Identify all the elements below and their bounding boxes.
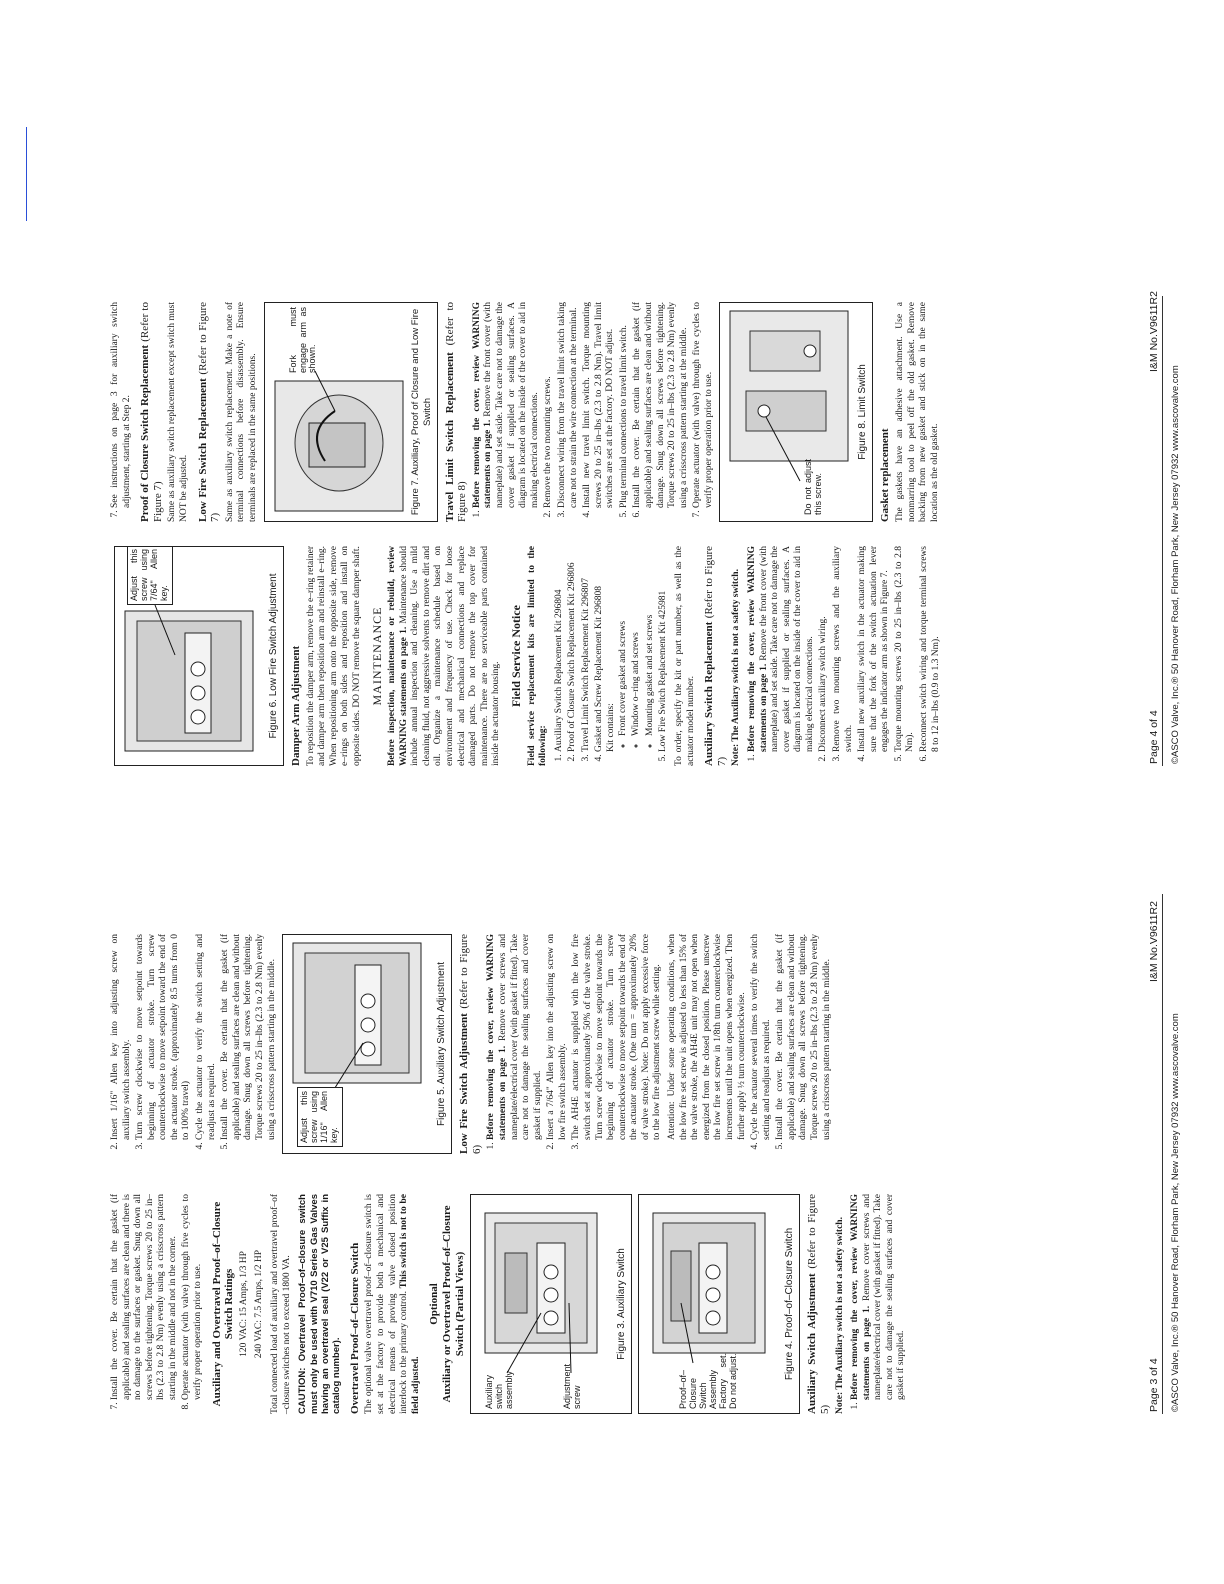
install-steps <box>110 1194 205 1414</box>
damper-text: To reposition the damper arm, remove the e–ring retainer and damper arm then reposition arm and reinstall e–ring. When repositioning arm onto the opposite side, remove e–rings on both sides and reposition and install on opposite sides. DO NOT remove the square damper shaft. <box>305 546 362 766</box>
step-8: 8. Operate actuator (with valve) through five cycles to verify proper operation prior to use. <box>181 1194 204 1400</box>
kit-2: 2. Proof of Closure Switch Replacement Kit 296806 <box>567 546 579 752</box>
maintenance-text <box>387 546 503 766</box>
overtravel-heading: Overtravel Proof–of–Closure Switch <box>348 1242 361 1414</box>
ar-step-6: 6. Reconnect switch wiring and torque terminal screws 8 to 12 in–lbs (0.9 to 1.3 Nm). <box>919 546 942 752</box>
ar-step-3: 3. Remove two mounting screws and the auxiliary switch. <box>832 546 855 752</box>
page3-column-2 <box>110 934 837 1154</box>
lowfire-adjustment-ref: (Refer to Figure 6) <box>458 934 483 1154</box>
figure-4 <box>638 1194 800 1414</box>
ar-step-7: 7. See instructions on page 3 for auxiliary switch adjustment, starting at Step 2. <box>110 302 133 508</box>
page3-im-number: I&M No.V9611R2 <box>1148 901 1160 982</box>
aux-adjustment-title: Auxiliary Switch Adjustment <box>806 1273 819 1414</box>
aux-step-1-body: Remove cover screws and nameplate/electrical cover (with gasket if fitted). Take care not to damage the sealing surfaces and cover gasket if supplied. <box>861 1194 907 1400</box>
aux-replacement-ref: (Refer to Figure 7) <box>703 545 728 766</box>
figure-8-caption: Figure 8. Limit Switch <box>857 364 869 460</box>
kit-list <box>554 546 670 766</box>
figure-6-caption: Figure 6. Low Fire Switch Adjustment <box>267 573 279 739</box>
lowfire-adjustment-title: Low Fire Switch Adjustment <box>458 1013 471 1154</box>
lf-step-5: 5. Install the cover. Be certain that the gasket (if applicable) and sealing surfaces are clean and without damage. Snug down all screws before tightening. Torque screws 20 to 25 in–lbs (2.3 to 2.8 Nm) evenly using a crisscross pattern starting in the middle. <box>775 934 833 1140</box>
gasket-text: The gaskets have an adhesive attachment. Use a nonmarring tool to peel off the old gasket. Remove backing from new gasket and stick on in the same location as the old gasket. <box>895 302 940 522</box>
tl-step-5: 5. Plug terminal connections to travel limit switch. <box>619 302 631 508</box>
aux-adjustment-ref: (Refer to Figure 5) <box>806 1194 831 1414</box>
poc-switch-assembly-callout: Proof–of–Closure Switch Assembly <box>678 1369 718 1409</box>
kit-1: 1. Auxiliary Switch Replacement Kit 296804 <box>554 546 566 752</box>
aux-adjust-steps-cont <box>110 934 278 1154</box>
field-service-intro: Field service replacement kits are limited to the following: <box>526 546 549 766</box>
aux-step-5: 5. Install the cover. Be certain that the gasket (if applicable) and sealing surfaces are clean and without damage. Snug down all screws before tightening. Torque screws 20 to 25 in–lbs (2.3 to 2.8 Nm) evenly using a crisscross pattern starting in the middle. <box>220 934 278 1140</box>
tl-step-4: 4. Install new travel limit switch. Torque mounting screws 20 to 25 in–lbs (2.3 to 2.8 Nm). Travel limit switches are set at the factory. DO NOT adjust. <box>582 302 617 508</box>
field-service-heading: Field Service Notice <box>508 605 523 707</box>
adjustment-screw-callout: Adjustment screw <box>562 1363 583 1409</box>
lf-step-1-warning: Before removing the cover, review WARNING statements on page 1. <box>486 934 508 1140</box>
page3-column-1 <box>110 1194 912 1414</box>
lowfire-steps <box>486 934 833 1154</box>
aux-step-2: 2. Insert 1/16" Allen key into adjusting screw on auxiliary switch assembly. <box>110 934 133 1140</box>
poc-replacement-title: Proof of Closure Switch Replacement <box>139 344 152 522</box>
aux-step-4: 4. Cycle the actuator to verify the switch setting and readjust as required. <box>195 934 218 1140</box>
aux-replacement-note: Note: The Auxiliary switch is not a safety switch. <box>731 569 742 766</box>
page3-number: Page 3 of 4 <box>1148 1358 1160 1412</box>
do-not-adjust-callout: Do not adjust this screw. <box>803 459 824 515</box>
ratings-heading: Auxiliary and Overtravel Proof–of–Closure Switch Ratings <box>210 1201 236 1407</box>
lowfire-replacement-heading <box>197 302 222 522</box>
poc-replacement-ref: (Refer to Figure 7) <box>139 302 164 522</box>
lowfire-replacement-title: Low Fire Switch Replacement <box>196 378 209 522</box>
lf-step-1-body: Remove cover screws and nameplate/electrical cover (with gasket if fitted). Take care not to damage the sealing surfaces and cover gasket if supplied. <box>497 934 543 1140</box>
kit-5: 5. Low Fire Switch Replacement Kit 425981 <box>658 546 670 752</box>
page4-column-2 <box>110 302 945 522</box>
page4-footer-company: ©ASCO Valve, Inc.® 50 Hanover Road, Florham Park, New Jersey 07932 www.ascovalve.com <box>1170 365 1181 764</box>
kit-contains: Kit contains: <box>606 703 617 752</box>
fork-callout: Fork must engage arm as shown. <box>287 307 318 373</box>
page4-im-number: I&M No.V9611R2 <box>1148 291 1160 372</box>
tl-step-3: 3. Disconnect wiring from the travel limit switch taking care not to strain the wire connection at the terminal. <box>557 302 580 508</box>
tl-step-7: 7. Operate actuator (with valve) through five cycles to verify proper operation prior to use. <box>692 302 715 508</box>
rating-120vac: 120 VAC: 15 Amps, 1/3 HP <box>238 1251 249 1357</box>
figure-4-caption: Figure 4. Proof–of–Closure Switch <box>784 1227 796 1381</box>
lf-step-1 <box>486 934 544 1140</box>
lf-attention: Attention: Under some operating conditions, when the low fire set screw is adjusted to less than 15% of the valve stroke, the AH4E unit may not open when energized from the closed position. Please unscrew the low fire set screw in 1/8th turn counterclockwise increments until the unit opens when energized. Then further apply ½ turn counterclockwise. <box>667 934 747 1140</box>
page3-footer-rule <box>1162 894 1163 1414</box>
figure-7-caption: Figure 7. Auxiliary, Proof of Closure and Low Fire Switch <box>410 308 434 516</box>
kit-4-contents <box>618 546 657 752</box>
kit-3: 3. Travel Limit Switch Replacement Kit 296807 <box>581 546 593 752</box>
fig6-callout: Adjust this screw using 7/64" Allen key. <box>127 546 173 605</box>
kit-4-item-1: ◦ Front cover gasket and screws <box>618 546 630 736</box>
poc-replacement-heading <box>139 302 164 522</box>
aux-note: Note: The Auxiliary switch is not a safety switch. <box>834 1217 845 1414</box>
page3-footer-company: ©ASCO Valve, Inc.® 50 Hanover Road, Florham Park, New Jersey 07932 www.ascovalve.com <box>1170 1013 1181 1412</box>
aux-replacement-heading <box>703 546 728 766</box>
aux-adjustment-heading <box>806 1194 831 1414</box>
limit-switch-illustration <box>720 302 872 521</box>
overtravel-warning: This switch is not to be field adjusted. <box>399 1193 421 1414</box>
page4-column-1 <box>110 546 946 766</box>
lowfire-adjustment-heading <box>458 934 483 1154</box>
travel-limit-heading <box>444 302 469 522</box>
order-text: To order, specify the kit or part number, as well as the actuator model number. <box>673 546 696 766</box>
kit-4-item-3: ◦ Mounting gasket and set screws <box>645 546 657 736</box>
page-4 <box>0 2 1224 792</box>
aux-replacement-steps-cont <box>110 302 133 522</box>
tl-step-1 <box>472 302 541 508</box>
maintenance-warning: Before inspection, maintenance or rebuild, review WARNING statements on page 1. <box>387 546 409 766</box>
ar-step-4: 4. Install new auxiliary switch in the actuator making sure that the fork of the switch actuation lever engages the indicator arm as shown in Figure 7. <box>857 546 892 752</box>
lf-step-3 <box>571 934 748 1140</box>
tl-step-1-warning: Before removing the cover, review WARNING statements on page 1. <box>471 302 494 508</box>
damper-heading: Damper Arm Adjustment <box>290 645 302 766</box>
figure-7 <box>264 302 438 522</box>
fig5-callout: Adjust this screw using 1/16" Allen key. <box>297 1087 343 1147</box>
page4-number: Page 4 of 4 <box>1148 710 1160 764</box>
load-text: Total connected load of auxiliary and overtravel proof–of –closure switches not to exceed 1800 VA. <box>270 1194 292 1414</box>
lf-step-3-body: The AH4E actuator is supplied with the low fire switch set at approximately 50% of the valve stroke. Turn screw clockwise to move setpoint towards the beginning of actuator stroke. Turn screw counterclockwise to move setpoint towards the end of the actuator stroke. (One turn = approximately 20% of valve stroke). Note: Do not apply excessive force to the low fire adjustment screw while setting. <box>571 934 663 1140</box>
ar-step-2: 2. Disconnect auxiliary switch wiring. <box>818 546 830 752</box>
aux-switch-assembly-callout: Auxiliary switch assembly <box>484 1370 515 1409</box>
figure-3 <box>470 1194 632 1414</box>
travel-limit-steps <box>472 302 716 522</box>
poc-replacement-text: Same as auxiliary switch replacement except switch must NOT be adjusted. <box>167 302 190 522</box>
kit-4 <box>594 546 656 752</box>
rating-240vac: 240 VAC: 7.5 Amps, 1/2 HP <box>254 1249 265 1359</box>
kit-4-item-2: ◦ Window o–ring and screws <box>631 546 643 736</box>
tl-step-2: 2. Remove the two mounting screws. <box>543 302 555 508</box>
page4-footer-rule <box>1162 296 1163 766</box>
step-7: 7. Install the cover. Be certain that the gasket (if applicable) and sealing surfaces are clean and there is no damage to the surfaces or gasket. Snug down all screws before tightening. Torque screws 20 to 25 in–lbs (2.3 to 2.8 Nm) evenly using a crisscross pattern starting in the middle and not in the corner. <box>110 1194 179 1400</box>
overtravel-text <box>364 1194 422 1414</box>
aux-replacement-title: Auxiliary Switch Replacement <box>703 621 716 766</box>
aux-adjust-steps <box>850 1194 908 1414</box>
ar-step-1-body: Remove the front cover (with nameplate) and set aside. Take care not to damage the cover gasket if supplied or sealing surfaces. A diagram is located on the inside of the cover to aid in making electrical connections. <box>758 546 815 752</box>
aux-step-3: 3. Turn screw clockwise to move setpoint towards beginning of actuator stroke. Turn screw counterclockwise to move setpoint toward the end of the actuator stroke. (approximately 8.5 turns from 0 to 100% travel) <box>135 934 193 1140</box>
travel-limit-title: Travel Limit Switch Replacement <box>443 352 456 522</box>
partial-views-heading: Auxiliary or Overtravel Proof–of–Closure Switch (Partial Views) <box>440 1205 466 1403</box>
tl-step-6: 6. Install the cover. Be certain that the gasket (if applicable) and sealing surfaces are clean and without damage. Snug down all screws before tightening. Torque screws 20 to 25 in–lbs (2.3 to 2.8 Nm) evenly using a crisscross pattern starting at the middle. <box>632 302 690 508</box>
overtravel-body: The optional valve overtravel proof–of–closure switch is set at the factory to provide both a mechanical and electrical means of proving valve closed position interlock to the primary control. <box>364 1194 410 1414</box>
caution-text: CAUTION: Overtravel Proof–of–closure switch must only be used with V710 Series Gas Valves having an overtravel seal (V22 or V25 Suffix in catalog number). <box>297 1194 343 1414</box>
figure-5-caption: Figure 5. Auxiliary Switch Adjustment <box>435 962 447 1126</box>
figure-8 <box>719 302 873 522</box>
gasket-heading: Gasket replacement <box>879 428 892 522</box>
maintenance-body: Maintenance should include annual inspection and cleaning. Use a mild cleaning fluid, not aggressive solvents to remove dirt and oil. Organize a maintenance schedule based on environment and frequency of use. Check for loose electrical and mechanical connections and replace damaged parts. Do not remove the top cover for maintenance. There are no serviceable parts contained inside the actuator housing. <box>398 546 502 766</box>
aux-step-1 <box>850 1194 908 1400</box>
lowfire-replacement-text: Same as auxiliary switch replacement. Make a note of terminal connections before disassembly. Ensure terminals are replaced in the same positions. <box>224 302 259 522</box>
ar-step-5: 5. Torque mounting screws 20 to 25 in–lbs (2.3 to 2.8 Nm). <box>894 546 917 752</box>
lf-step-2: 2. Insert a 7/64" Allen key into the adjusting screw on low fire switch assembly. <box>546 934 569 1140</box>
page-3 <box>0 794 1224 1584</box>
ar-step-1 <box>747 546 816 752</box>
lowfire-replacement-ref: (Refer to Figure 7) <box>196 302 222 522</box>
optional-heading: Optional <box>428 1283 441 1325</box>
figure-6 <box>114 546 284 766</box>
kit-4-title: Gasket and Screw Replacement Kit 296808 <box>594 586 605 752</box>
figure-5 <box>282 934 452 1154</box>
figure-3-caption: Figure 3. Auxiliary Switch <box>616 1248 628 1360</box>
maintenance-heading: MAINTENANCE <box>369 606 384 706</box>
aux-replacement-steps <box>747 546 942 766</box>
lf-step-4: 4. Cycle the actuator several times to verify the switch setting and readjust as required. <box>750 934 773 1140</box>
factory-set-callout: Factory set. Do not adjust. <box>718 1353 739 1409</box>
ar-step-1-warning: Before removing the cover, review WARNING statements on page 1. <box>746 546 769 752</box>
tl-step-1-body: Remove the front cover (with nameplate) and set aside. Take care not to damage the cover gasket if supplied or sealing surfaces. A diagram is located on the inside of the cover to aid in making electrical connections. <box>483 302 540 508</box>
travel-limit-ref: (Refer to Figure 8) <box>443 302 469 522</box>
aux-step-1-warning: Before removing the cover, review WARNING statements on page 1. <box>850 1194 872 1400</box>
